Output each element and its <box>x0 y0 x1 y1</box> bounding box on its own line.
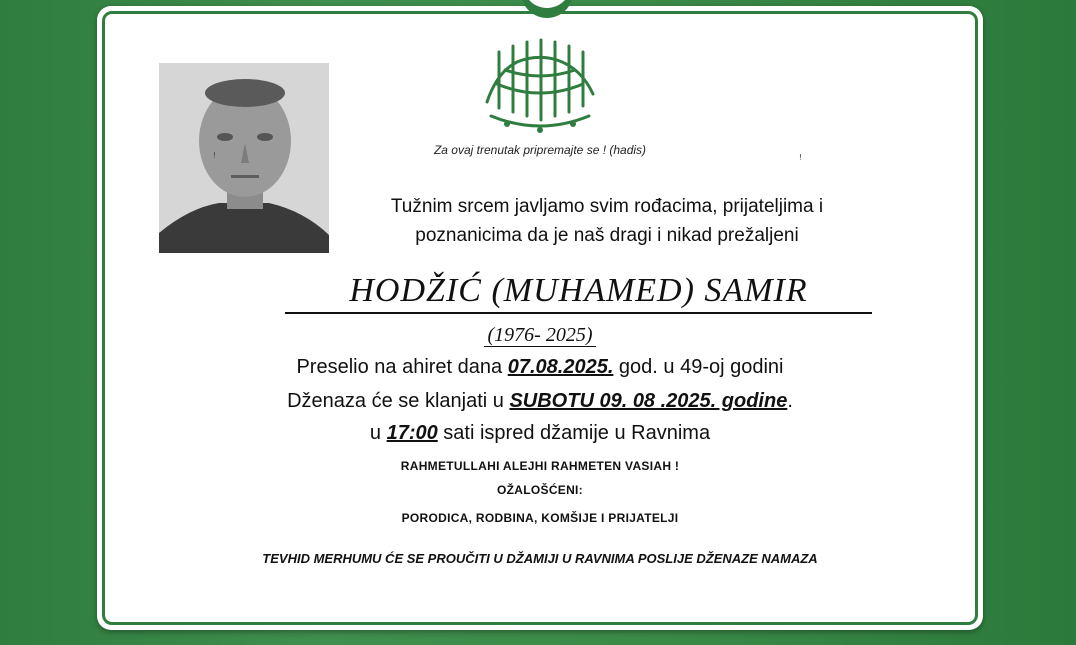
life-years: (1976- 2025) <box>97 324 983 347</box>
funeral-time: 17:00 <box>386 422 438 444</box>
arabic-calligraphy-emblem <box>477 32 603 136</box>
obituary-card <box>97 6 983 630</box>
prayer-line: RAHMETULLAHI ALEJHI RAHMETEN VASIAH ! <box>400 459 680 473</box>
crescent-icon <box>507 0 587 20</box>
portrait-photo <box>159 63 329 253</box>
funeral-date: SUBOTU 09. 08 .2025. godine <box>509 390 788 412</box>
print-speck: ꜝ <box>213 154 216 165</box>
death-date-line: Preselio na ahiret dana 07.08.2025. god. u 49-oj godini <box>296 356 784 378</box>
intro-line-2: poznanicima da je naš dragi i nikad prežaljeni <box>415 225 799 246</box>
funeral-date-line: Dženaza će se klanjati u SUBOTU 09. 08 .2025. godine. <box>287 390 793 412</box>
mourners-label: OŽALOŠĆENI: <box>497 483 583 497</box>
announcement-intro <box>317 192 897 250</box>
print-speck: ꜝ <box>799 156 802 167</box>
tevhid-notice: TEVHID MERHUMU ĆE SE PROUČITI U DŽAMIJI U RAVNIMA POSLIJE DŽENAZE NAMAZA <box>262 551 818 566</box>
mourners-list: PORODICA, RODBINA, KOMŠIJE I PRIJATELJI <box>401 511 679 525</box>
funeral-time-line: u 17:00 sati ispred džamije u Ravnima <box>369 422 711 444</box>
intro-line-1: Tužnim srcem javljamo svim rođacima, prijateljima i <box>390 196 824 217</box>
hadis-quote: Za ovaj trenutak pripremajte se ! (hadis) <box>433 143 647 157</box>
deceased-name: HODŽIĆ (MUHAMED) SAMIR <box>285 270 872 314</box>
death-date: 07.08.2025. <box>507 356 614 378</box>
